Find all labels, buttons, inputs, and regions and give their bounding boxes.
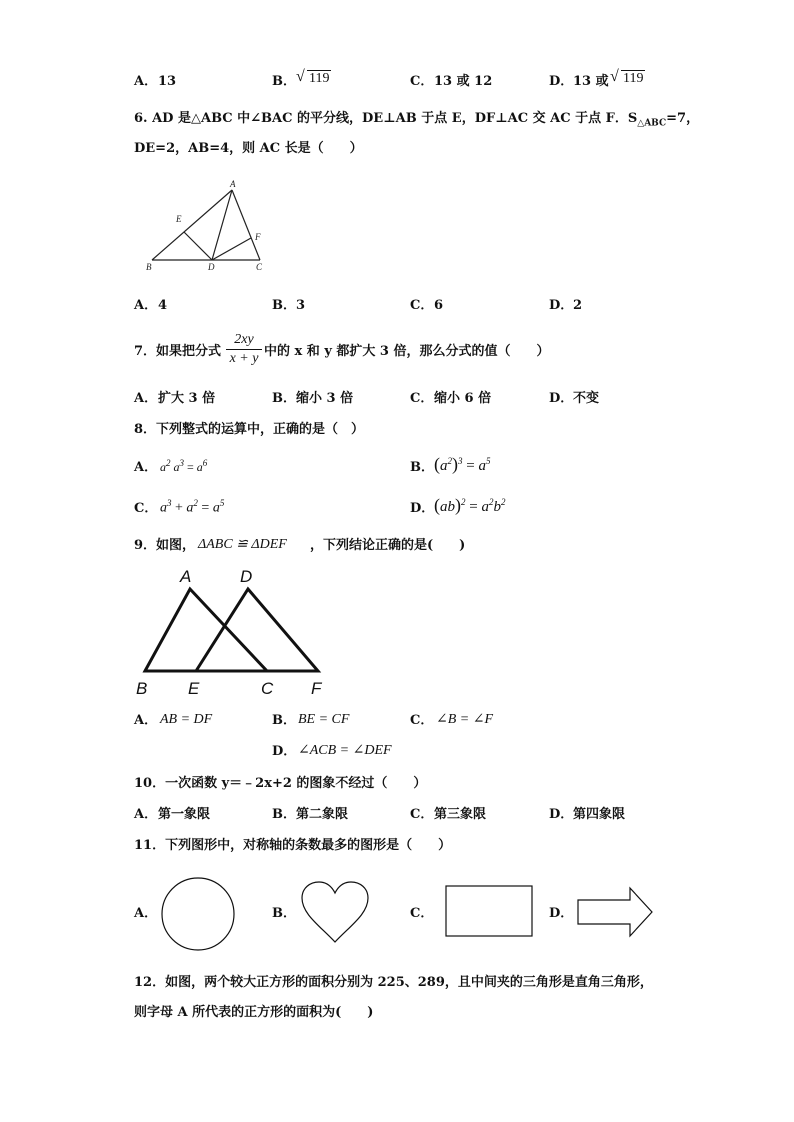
- q11-option-b-letter: B．: [272, 906, 296, 921]
- q8-option-d-letter: D．: [410, 501, 435, 516]
- q6-option-d-letter: D．: [549, 298, 574, 313]
- q6-option-d-text: 2: [573, 298, 583, 313]
- q8-option-a-math: $a^2$ $a^3 = a^6$: [160, 458, 208, 474]
- q9-label-f: F: [311, 679, 322, 698]
- q5-option-c-letter: C．: [410, 74, 434, 89]
- q10-option-b-letter: B．: [272, 807, 296, 822]
- q8-option-b-math: $(a^2)^3 = a^5$: [434, 454, 491, 474]
- q8-option-d-math: $(ab)^2 = a^2b^2$: [434, 495, 506, 515]
- q9-option-c-math: ∠B = ∠F: [436, 712, 494, 727]
- q6-stem-line1: 6. AD 是△ABC 中∠BAC 的平分线，DE⊥AB 于点 E，DF⊥AC 交 AC 于点 F．$S_{\triangle ABC}=7$，: [134, 111, 700, 129]
- q9-option-b-math: BE = CF: [298, 712, 350, 727]
- q10-option-c-letter: C．: [410, 807, 434, 822]
- q6-label-f: F: [255, 232, 261, 242]
- q9-label-e: E: [188, 679, 200, 698]
- q10-option-d-letter: D．: [549, 807, 574, 822]
- q6-stem-line2: DE=2，AB=4，则 AC 长是（ ）: [134, 141, 363, 156]
- q8-option-c-letter: C．: [134, 501, 158, 516]
- q9-option-a-math: AB = DF: [160, 712, 213, 727]
- q6-label-e: E: [176, 214, 182, 224]
- q6-option-b-text: 3: [296, 298, 306, 313]
- q9-congruent-triangles-figure: [132, 566, 342, 698]
- q11-circle-shape: [160, 876, 236, 952]
- q7-option-b-text: 缩小 3 倍: [296, 391, 354, 406]
- q7-numerator: 2xy: [226, 332, 262, 350]
- q7-option-d-letter: D．: [549, 391, 574, 406]
- q6-label-b: B: [146, 262, 152, 272]
- q6-option-a-letter: A．: [134, 298, 158, 313]
- q5-option-c-text: 13 或 12: [434, 74, 493, 89]
- q6-label-d: D: [208, 262, 215, 272]
- q9-option-d-math: ∠ACB = ∠DEF: [298, 743, 392, 758]
- q10-option-a-text: 第一象限: [158, 807, 211, 822]
- q9-label-a: A: [180, 567, 192, 586]
- q12-stem-line1: 12．如图，两个较大正方形的面积分别为 225、289，且中间夹的三角形是直角三角形，: [134, 975, 653, 990]
- q7-denominator: x + y: [229, 351, 259, 366]
- q10-option-d-text: 第四象限: [573, 807, 626, 822]
- q10-option-b-text: 第二象限: [296, 807, 349, 822]
- q6-label-a: A: [230, 179, 236, 189]
- q7-option-a-letter: A．: [134, 391, 158, 406]
- q9-stem-math: ΔABC ≌ ΔDEF: [198, 537, 287, 552]
- q6-option-c-text: 6: [434, 298, 444, 313]
- q7-option-c-text: 缩小 6 倍: [434, 391, 492, 406]
- q11-arrow-shape: [576, 886, 654, 938]
- q7-option-b-letter: B．: [272, 391, 296, 406]
- q6-triangle-figure: [140, 178, 270, 273]
- q5-option-a-text: 13: [158, 74, 177, 89]
- q11-option-a-letter: A．: [134, 906, 158, 921]
- q5-option-d-math: √ 119: [610, 68, 644, 86]
- q6-option-a-text: 4: [158, 298, 168, 313]
- q9-option-b-letter: B．: [272, 713, 296, 728]
- q11-heart-shape: [300, 880, 370, 944]
- q7-option-d-text: 不变: [573, 391, 600, 406]
- q5-option-d-letter: D．: [549, 74, 574, 89]
- q7-stem-prefix: 7．如果把分式: [134, 344, 222, 359]
- q9-option-c-letter: C．: [410, 713, 434, 728]
- q10-stem: 10．一次函数 y＝﹣2x+2 的图象不经过（ ）: [134, 776, 427, 791]
- q9-label-b: B: [136, 679, 148, 698]
- q11-option-c-letter: C．: [410, 906, 434, 921]
- q10-option-a-letter: A．: [134, 807, 158, 822]
- q7-option-c-letter: C．: [410, 391, 434, 406]
- q10-option-c-text: 第三象限: [434, 807, 487, 822]
- q5-option-a-letter: A．: [134, 74, 158, 89]
- q8-option-c-math: $a^3 + a^2 = a^5$: [160, 498, 225, 516]
- q8-option-b-letter: B．: [410, 460, 434, 475]
- q7-stem-suffix: 中的 x 和 y 都扩大 3 倍，那么分式的值（ ）: [264, 344, 550, 359]
- q9-stem-prefix: 9．如图，: [134, 538, 196, 553]
- q9-label-c: C: [261, 679, 274, 698]
- q9-option-a-letter: A．: [134, 713, 158, 728]
- q6-label-c: C: [256, 262, 263, 272]
- q12-stem-line2: 则字母 A 所代表的正方形的面积为( ): [134, 1005, 374, 1020]
- q6-option-b-letter: B．: [272, 298, 296, 313]
- q7-fraction: [226, 332, 262, 367]
- q5-option-b-letter: B．: [272, 74, 296, 89]
- q7-option-a-text: 扩大 3 倍: [158, 391, 216, 406]
- q5-option-d-prefix: 13 或: [573, 74, 609, 89]
- q6-option-c-letter: C．: [410, 298, 434, 313]
- q9-label-d: D: [240, 567, 253, 586]
- q8-stem: 8．下列整式的运算中，正确的是（ ）: [134, 422, 365, 437]
- q11-stem: 11．下列图形中，对称轴的条数最多的图形是（ ）: [134, 838, 452, 853]
- q8-option-a-letter: A．: [134, 460, 158, 475]
- q11-rectangle-shape: [445, 885, 533, 937]
- q9-option-d-letter: D．: [272, 744, 297, 759]
- q11-option-d-letter: D．: [549, 906, 574, 921]
- q5-option-b-math: √ 119: [296, 68, 330, 86]
- q9-stem-suffix: ，下列结论正确的是( ): [310, 538, 466, 553]
